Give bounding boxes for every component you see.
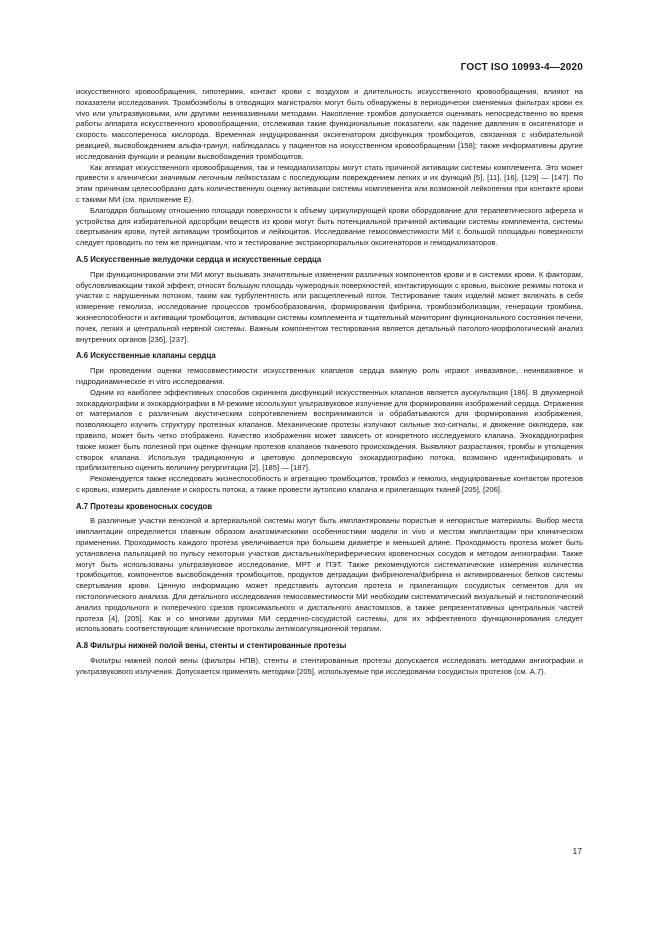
page-body xyxy=(76,87,583,678)
paragraph: Рекомендуется также исследовать жизнеспособность и агрегацию тромбоцитов, тромбоз и гемолиз, индуцированные контактом протезов с кровью, измерить давление и скорость потока, а также провести аутопсию клапана и прилегающих тканей [205], [206]. xyxy=(76,474,583,494)
paragraph: В различные участки венозной и артериальной системы могут быть имплантированы пористые и непористые материалы. Выбор места имплантации определяется главным образом анатомическими особенностями модели in vivo и местом имплантации при клиническом применении. Проходимость каждого протеза увеличивается при большем диаметре и меньшей длине. Проходимость протеза может быть установлена пальпацией по пульсу некоторых участков дистальных/периферических кровеносных сосудов и методом ангиографии. Также могут быть использованы ультразвуковое исследование, МРТ и ПЭТ. Также рекомендуются систематические измерения количества тромбоцитов, компонентов высвобождения тромбоцитов, продуктов деградации фибриногена/фибрина и активированных белков системы свертывания крови. Ценную информацию может представить аутопсия протеза и прилегающих сосудистых сегментов для их гистологического анализа. Для детального исследования гемосовместимости МИ необходим систематический визуальный и гистологический анализ продольного и поперечного срезов проксимального и дистального анастомозов, а также репрезентативных центральных частей протеза [4], [205]. Как и со многими другими МИ сердечно-сосудистой системы, для их эффективного функционирования следует использовать соответствующие клинические протоколы антикоагуляционной терапии. xyxy=(76,516,583,634)
paragraph: искусственного кровообращения, гипотермия, контакт крови с воздухом и длительность искусственного кровообращения, влияют на показатели исследования. Тромбоэмболы в отводящих магистралях могут быть обнаружены в периодически сменяемых фильтрах крови ex vivo или ультразвуковыми, или другими неинвазивными методами. Накопление тромбов допускается оценивать непосредственно во время работы аппарата искусственного кровообращения, отслеживая такие функциональные показатели, как падение давления в оксигенаторе и скорость массопереноса кислорода. Временная индуцированная оксигенатором дисфункция тромбоцитов, связанная с избирательной реакцией, высвобождением альфа-гранул, наблюдалась у пациентов на искусственном кровообращении [158]; также информативны другие исследования функции и реакции высвобождения тромбоцитов. xyxy=(76,87,583,161)
section-heading-a5: А.5 Искусственные желудочки сердца и искусственные сердца xyxy=(76,254,322,264)
paragraph: При проведении оценки гемосовместимости искусственных клапанов сердца важную роль играют инвазивное, неинвазивное и гидродинамическое in vitro исследования. xyxy=(76,366,583,386)
section-heading-a8: А.8 Фильтры нижней полой вены, стенты и стентированные протезы xyxy=(76,641,347,651)
section-heading-a6: А.6 Искусственные клапаны сердца xyxy=(76,351,216,361)
paragraph: Как аппарат искусственного кровообращения, так и гемодиализаторы могут стать причиной активации системы комплемента. Это может привести к клинически значимым легочным лейкостазам с последующим повреждением легких и их функций [5], [11], [16], [129] — [147]. По этим причинам целесообразно дать количественную оценку активации системы комплемента или возможной лейкопении при контакте крови с такими МИ (см. приложение Е). xyxy=(76,162,583,204)
paragraph: Одним из наиболее эффективных способов скрининга дисфункций искусственных клапанов является аускультация [186]. В двухмерной эхокардиографии и эхокардиографии в М-режиме используют ультразвуковое излучение для формирования изображений сердца. Отражения от материалов с различным акустическим сопротивлением воспринимаются и обрабатываются для формирования изображения, позволяющего изучить структуру протезных клапанов. Механические протезы излучают сильные эхо-сигналы, и движение окклюдера, как правило, может быть четко отображено. Качество изображения может зависеть от конкретного исследуемого клапана. Эхокардиография также может быть полезной при оценке функции протезов клапанов тканевого происхождения. Выявляют разрастания, тромбы и утолщения створок клапана. Используя традиционную и цветовую доплеровскую эхокардиографию потока, возможно идентифицировать и приблизительно оценить величину регургитации [2], [185] — [187]. xyxy=(76,387,583,473)
paragraph: Фильтры нижней полой вены (фильтры НПВ), стенты и стентированные протезы допускается исследовать методами ангиографии и ультразвукового излучения. Допускается применять методики [205], используемые при исследовании сосудистых протезов (см. А.7). xyxy=(76,656,583,676)
standard-id: ГОСТ ISO 10993-4—2020 xyxy=(460,62,583,73)
page-number: 17 xyxy=(572,846,582,856)
paragraph: При функционировании эти МИ могут вызывать значительные изменения различных компонентов крови и в системах крови. К факторам, обусловливающим такой эффект, относят большую площадь чужеродных поверхностей, контактирующих с кровью, высокие режимы потока и участки с нарушенным потоком, таким как турбулентность или расщепленный поток. Тестирование таких изделий может включать в себя измерение гемолиза, исследование процессов тромбообразования, формирования фибрина, тромбоэмболизации, генерации тромбина, жизнеспособности и активации тромбоцитов, активации системы комплемента и тщательный мониторинг функционального состояния печени, почек, легких и центральной нервной системы. Важным компонентом тестирования является детальный патолого-морфологический анализ внутренних органов [236], [237]. xyxy=(76,269,583,344)
section-heading-a7: А.7 Протезы кровеносных сосудов xyxy=(76,501,213,511)
paragraph: Благодаря большому отношению площади поверхности к объему циркулирующей крови оборудование для терапевтического афереза и устройства для избирательной адсорбции веществ из крови могут быть потенциальной причиной активации системы комплемента, системы свертывания крови, путей активации тромбоцитов и лейкоцитов. Исследование гемосовместимости МИ с большой площадью поверхности следует проводить по тем же принципам, что и тестирование экстракорпоральных оксигенаторов и гемодиализаторов. xyxy=(76,205,583,248)
